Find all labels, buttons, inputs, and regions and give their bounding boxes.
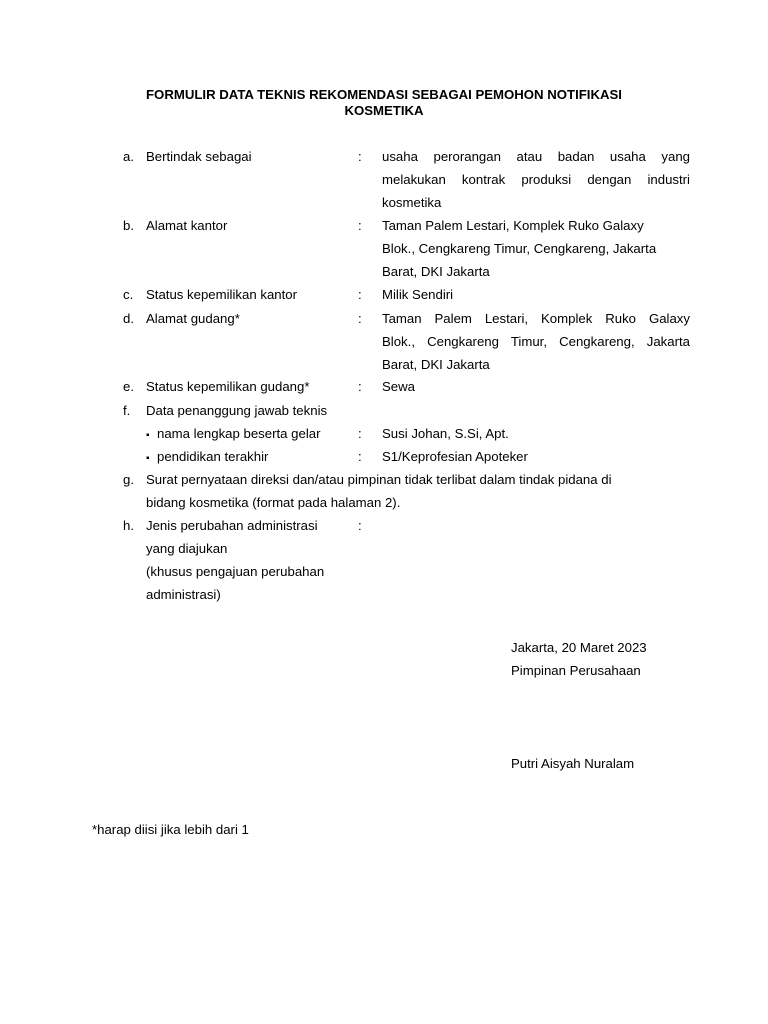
item-g-letter: g. <box>123 472 134 487</box>
item-a-value-line: usaha perorangan atau badan usaha yang <box>382 149 690 164</box>
item-f-letter: f. <box>123 403 131 418</box>
item-h-label-line: Jenis perubahan administrasi <box>146 518 318 533</box>
item-c-label: Status kepemilikan kantor <box>146 287 297 302</box>
item-g-line: Surat pernyataan direksi dan/atau pimpinan tidak terlibat dalam tindak pidana di <box>146 472 612 487</box>
signature-place-date: Jakarta, 20 Maret 2023 <box>511 640 647 655</box>
item-c-value: Milik Sendiri <box>382 287 454 302</box>
form-title <box>100 87 668 119</box>
item-a-value-line: melakukan kontrak produksi dengan industri <box>382 172 690 187</box>
item-f-sub-colon: : <box>358 426 362 441</box>
bullet-icon: ▪ <box>146 453 150 464</box>
item-a-letter: a. <box>123 149 134 164</box>
item-a-colon: : <box>358 149 362 164</box>
item-d-letter: d. <box>123 311 134 326</box>
footnote: *harap diisi jika lebih dari 1 <box>92 822 249 837</box>
item-d-value-line: Barat, DKI Jakarta <box>382 357 490 372</box>
item-h-label-line: (khusus pengajuan perubahan <box>146 564 325 579</box>
item-d-value-line: Taman Palem Lestari, Komplek Ruko Galaxy <box>382 311 690 326</box>
item-g-text <box>146 468 686 514</box>
item-b-value-line: Taman Palem Lestari, Komplek Ruko Galaxy <box>382 218 644 233</box>
item-b-letter: b. <box>123 218 134 233</box>
item-d-value-line: Blok., Cengkareng Timur, Cengkareng, Jakarta <box>382 334 690 349</box>
item-f-sub-label: pendidikan terakhir <box>157 449 269 464</box>
item-d-colon: : <box>358 311 362 326</box>
item-c-letter: c. <box>123 287 134 302</box>
item-d-label: Alamat gudang* <box>146 311 240 326</box>
item-b-colon: : <box>358 218 362 233</box>
item-h-label-line: administrasi) <box>146 587 221 602</box>
item-h-letter: h. <box>123 518 134 533</box>
item-b-value <box>382 214 690 283</box>
item-e-letter: e. <box>123 379 134 394</box>
item-a-value <box>382 145 690 214</box>
item-f-sub-colon: : <box>358 449 362 464</box>
signature-name: Putri Aisyah Nuralam <box>511 756 635 771</box>
item-f-sub-value: S1/Keprofesian Apoteker <box>382 449 528 464</box>
item-b-value-line: Barat, DKI Jakarta <box>382 264 490 279</box>
item-f-label: Data penanggung jawab teknis <box>146 403 328 418</box>
item-f-sub-label: nama lengkap beserta gelar <box>157 426 321 441</box>
item-h-label-line: yang diajukan <box>146 541 228 556</box>
item-e-label: Status kepemilikan gudang* <box>146 379 310 394</box>
item-e-colon: : <box>358 379 362 394</box>
item-b-label: Alamat kantor <box>146 218 228 233</box>
item-f-sub-value: Susi Johan, S.Si, Apt. <box>382 426 509 441</box>
form-title-line-2: KOSMETIKA <box>344 103 424 118</box>
item-a-value-line: kosmetika <box>382 195 442 210</box>
bullet-icon: ▪ <box>146 430 150 441</box>
form-title-line-1: FORMULIR DATA TEKNIS REKOMENDASI SEBAGAI PEMOHON NOTIFIKASI <box>146 87 622 102</box>
item-d-value <box>382 307 690 376</box>
signature-role: Pimpinan Perusahaan <box>511 663 641 678</box>
item-g-line: bidang kosmetika (format pada halaman 2). <box>146 495 401 510</box>
item-a-label: Bertindak sebagai <box>146 149 252 164</box>
item-h-label <box>146 514 351 606</box>
item-c-colon: : <box>358 287 362 302</box>
item-b-value-line: Blok., Cengkareng Timur, Cengkareng, Jakarta <box>382 241 657 256</box>
item-e-value: Sewa <box>382 379 415 394</box>
item-h-colon: : <box>358 518 362 533</box>
